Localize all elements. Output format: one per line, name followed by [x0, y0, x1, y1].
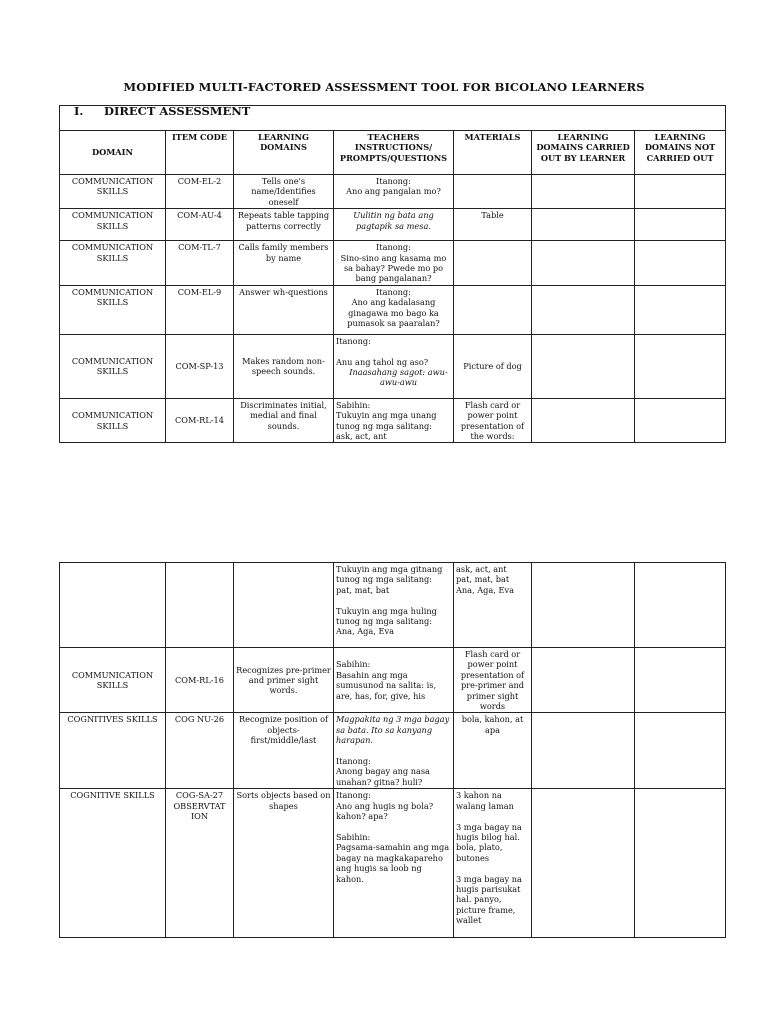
- table-row: [60, 209, 726, 241]
- instruction-text: Itanong: Anong bagay ang nasa unahan? gitna? huli?: [336, 756, 430, 787]
- carried-out-cell: [532, 648, 635, 713]
- materials-cell: [454, 241, 532, 286]
- section-number: I.: [74, 105, 84, 118]
- table-row: [60, 175, 726, 209]
- table-row: [60, 398, 726, 443]
- instruction-cell: [334, 241, 454, 286]
- item-code-cell: COG-SA-27 OBSERVTAT ION: [166, 789, 234, 938]
- instruction-cell: [334, 334, 454, 398]
- carried-out-cell: [532, 285, 635, 334]
- carried-out-cell: [532, 398, 635, 443]
- domain-cell: COMMUNICATION SKILLS: [60, 175, 166, 209]
- instruction-text: Itanong: Ano ang kadalasang ginagawa mo bago ka pumasok sa paaralan?: [347, 286, 440, 329]
- domain-cell: COMMUNICATION SKILLS: [60, 209, 166, 241]
- materials-cell: [454, 175, 532, 209]
- table-row: [60, 334, 726, 398]
- item-code-cell: COM-RL-16: [166, 648, 234, 713]
- instruction-text: Itanong: Sino-sino ang kasama mo sa bahay? Pwede mo po bang pangalanan?: [340, 242, 447, 284]
- domain-cell: COMMUNICATION SKILLS: [60, 648, 166, 713]
- item-code-cell: COM-SP-13: [166, 334, 234, 398]
- not-carried-out-cell: [635, 285, 726, 334]
- assessment-table-page-1: [59, 105, 726, 443]
- table-row: [60, 563, 726, 648]
- header-item-code: ITEM CODE: [166, 131, 234, 175]
- header-domain: DOMAIN: [60, 131, 166, 175]
- materials-cell: bola, kahon, at apa: [454, 713, 532, 789]
- learning-domain-cell: [234, 713, 334, 789]
- not-carried-out-cell: [635, 563, 726, 648]
- table-header-row: [60, 131, 726, 175]
- carried-out-cell: [532, 563, 635, 648]
- instruction-cell: [334, 713, 454, 789]
- materials-text: ask, act, ant pat, mat, bat Ana, Aga, Eva: [456, 564, 514, 595]
- not-carried-out-cell: [635, 648, 726, 713]
- materials-cell: Flash card or power point presentation of the words:: [454, 398, 532, 443]
- section-header-row: [60, 106, 726, 131]
- instruction-cell: [334, 648, 454, 713]
- section-header: [60, 106, 726, 131]
- item-code-cell: COM-AU-4: [166, 209, 234, 241]
- materials-cell: Picture of dog: [454, 334, 532, 398]
- assessment-table-page-2: [59, 562, 726, 938]
- instruction-text: Tukuyin ang mga gitnang tunog ng mga salitang: pat, mat, bat Tukuyin ang mga huling tunog ng mga salitang: Ana, Aga, Eva: [336, 564, 443, 637]
- materials-cell: [454, 285, 532, 334]
- header-carried-out: LEARNING DOMAINS CARRIED OUT BY LEARNER: [532, 131, 635, 175]
- materials-cell: Flash card or power point presentation of pre-primer and primer sight words: [454, 648, 532, 713]
- not-carried-out-cell: [635, 241, 726, 286]
- not-carried-out-cell: [635, 175, 726, 209]
- instruction-cell: [334, 175, 454, 209]
- expected-answer: Inaasahang sagot: awu-awu-awu: [349, 367, 448, 388]
- instruction-cell: [334, 398, 454, 443]
- domain-cell: COMMUNICATION SKILLS: [60, 398, 166, 443]
- header-not-carried-out: LEARNING DOMAINS NOT CARRIED OUT: [635, 131, 726, 175]
- item-code-cell: COG NU-26: [166, 713, 234, 789]
- instruction-text: Itanong: Anu ang tahol ng aso?: [336, 335, 429, 367]
- learning-domain-cell: Sorts objects based on shapes: [234, 789, 334, 938]
- learning-domain-cell: [234, 563, 334, 648]
- instruction-cell: [334, 285, 454, 334]
- item-code-cell: COM-TL-7: [166, 241, 234, 286]
- document-title: MODIFIED MULTI-FACTORED ASSESSMENT TOOL FOR BICOLANO LEARNERS: [123, 80, 645, 94]
- table-row: [60, 285, 726, 334]
- header-materials: MATERIALS: [454, 131, 532, 175]
- learning-domain-cell: Answer wh-questions: [234, 285, 334, 334]
- not-carried-out-cell: [635, 713, 726, 789]
- section-label: DIRECT ASSESSMENT: [104, 105, 251, 118]
- instruction-text: Sabihin: Tukuyin ang mga unang tunog ng mga salitang: ask, act, ant: [336, 399, 437, 442]
- carried-out-cell: [532, 175, 635, 209]
- table-row: [60, 241, 726, 286]
- domain-cell: COGNITIVES SKILLS: [60, 713, 166, 789]
- instruction-text: Sabihin: Basahin ang mga sumusunod na salita: is, are, has, for, give, his: [336, 659, 437, 701]
- table-row: [60, 713, 726, 789]
- item-code-cell: [166, 563, 234, 648]
- not-carried-out-cell: [635, 398, 726, 443]
- header-instructions: TEACHERS INSTRUCTIONS/ PROMPTS/QUESTIONS: [334, 131, 454, 175]
- learning-domain-text: Recognize position of objects- first/middle/last: [238, 714, 329, 746]
- domain-cell: [60, 563, 166, 648]
- not-carried-out-cell: [635, 334, 726, 398]
- materials-cell: Table: [454, 209, 532, 241]
- learning-domain-cell: Makes random non-speech sounds.: [234, 334, 334, 398]
- learning-domain-cell: Tells one's name/Identifies oneself: [234, 175, 334, 209]
- table-row: [60, 648, 726, 713]
- not-carried-out-cell: [635, 209, 726, 241]
- instruction-cell: [334, 563, 454, 648]
- instruction-text: Itanong: Ano ang pangalan mo?: [346, 176, 441, 197]
- instruction-cell: Uulitin ng bata ang pagtapik sa mesa.: [334, 209, 454, 241]
- table-row: [60, 789, 726, 938]
- item-code-cell: COM-RL-14: [166, 398, 234, 443]
- learning-domain-cell: Discriminates initial, medial and final sounds.: [234, 398, 334, 443]
- not-carried-out-cell: [635, 789, 726, 938]
- carried-out-cell: [532, 713, 635, 789]
- materials-cell: [454, 789, 532, 938]
- instruction-cell: [334, 789, 454, 938]
- carried-out-cell: [532, 241, 635, 286]
- carried-out-cell: [532, 209, 635, 241]
- carried-out-cell: [532, 789, 635, 938]
- domain-cell: COMMUNICATION SKILLS: [60, 241, 166, 286]
- carried-out-cell: [532, 334, 635, 398]
- header-learning-domains: LEARNING DOMAINS: [234, 131, 334, 175]
- instruction-italic-text: Magpakita ng 3 mga bagay sa bata. Ito sa kanyang harapan.: [336, 714, 450, 746]
- item-code-cell: COM-EL-9: [166, 285, 234, 334]
- item-code-cell: COM-EL-2: [166, 175, 234, 209]
- domain-cell: COMMUNICATION SKILLS: [60, 285, 166, 334]
- learning-domain-cell: Calls family members by name: [234, 241, 334, 286]
- learning-domain-cell: Recognizes pre-primer and primer sight words.: [234, 648, 334, 713]
- domain-cell: COMMUNICATION SKILLS: [60, 334, 166, 398]
- learning-domain-cell: Repeats table tapping patterns correctly: [234, 209, 334, 241]
- domain-cell: COGNITIVE SKILLS: [60, 789, 166, 938]
- materials-cell: [454, 563, 532, 648]
- instruction-text: Itanong: Ano ang hugis ng bola? kahon? apa? Sabihin: Pagsama-samahin ang mga bagay na magkakapareho ang hugis sa loob ng kahon.: [336, 790, 450, 884]
- materials-text: 3 kahon na walang laman 3 mga bagay na hugis bilog hal. bola, plato, butones 3 mga bagay na hugis parisukat hal. panyo, picture frame, wallet: [456, 790, 522, 926]
